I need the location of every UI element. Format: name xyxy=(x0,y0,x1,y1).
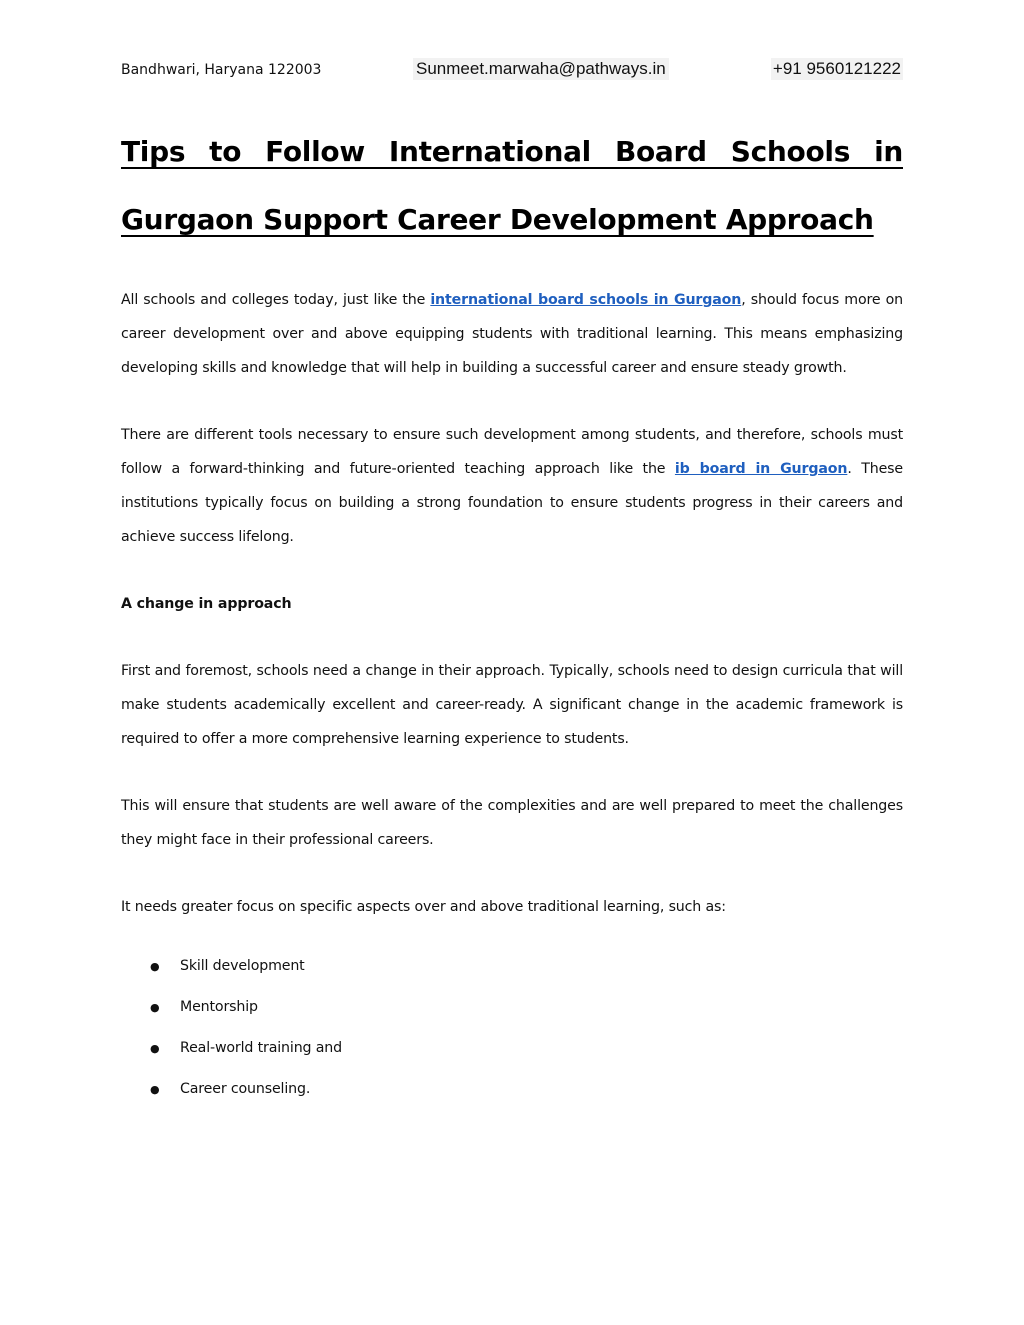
paragraph-intro-text-start: All schools and colleges today, just like the xyxy=(121,292,431,308)
paragraph-tools-text-end: . These institutions typically focus on building a strong foundation to ensure students progress in their careers and achieve success lifelong. xyxy=(121,461,903,545)
bullet-icon: ● xyxy=(150,960,160,973)
title-line-1: Tips to Follow International Board Schools in xyxy=(121,135,903,168)
list-item xyxy=(121,1069,903,1110)
paragraph-complexities: This will ensure that students are well aware of the complexities and are well prepared to meet the challenges they might face in their professional careers. xyxy=(121,798,903,848)
international-board-schools-link[interactable]: international board schools in Gurgaon xyxy=(430,292,742,308)
phone-number[interactable]: +91 9560121222 xyxy=(772,59,901,78)
list-item xyxy=(121,946,903,987)
list-item-text: Skill development xyxy=(180,958,305,974)
paragraph-tools-text-start: There are different tools necessary to ensure such development among students, and therefore, schools must follow a forward-thinking and future-oriented teaching approach like the xyxy=(121,427,903,477)
paragraph-intro-text-end: , should focus more on career development over and above equipping students with traditional learning. This means emphasizing developing skills and knowledge that will help in building a successful career and ensure steady growth. xyxy=(121,292,903,376)
bullet-icon: ● xyxy=(150,1083,160,1096)
title-line-2: Gurgaon Support Career Development Approach xyxy=(121,203,874,236)
paragraph-approach: First and foremost, schools need a change in their approach. Typically, schools need to design curricula that will make students academically excellent and career-ready. A significant change in the academic framework is required to offer a more comprehensive learning experience to students. xyxy=(121,663,903,747)
article-body xyxy=(121,283,903,1110)
ib-board-link[interactable]: ib board in Gurgaon xyxy=(674,461,848,477)
email-address[interactable]: Sunmeet.marwaha@pathways.in xyxy=(413,58,669,80)
paragraph-intro xyxy=(121,283,903,385)
section-heading: A change in approach xyxy=(121,596,292,612)
contact-header xyxy=(121,56,903,86)
bullet-icon: ● xyxy=(150,1001,160,1014)
list-item-text: Mentorship xyxy=(180,999,258,1015)
paragraph-tools xyxy=(121,418,903,554)
address-text: Bandhwari, Haryana 122003 xyxy=(121,62,322,78)
list-item-text: Real-world training and xyxy=(180,1040,342,1056)
page-title xyxy=(121,118,903,254)
focus-aspects-list xyxy=(121,946,903,1110)
bullet-icon: ● xyxy=(150,1042,160,1055)
list-item xyxy=(121,987,903,1028)
paragraph-focus: It needs greater focus on specific aspects over and above traditional learning, such as: xyxy=(121,899,726,915)
list-item-text: Career counseling. xyxy=(180,1081,311,1097)
list-item xyxy=(121,1028,903,1069)
